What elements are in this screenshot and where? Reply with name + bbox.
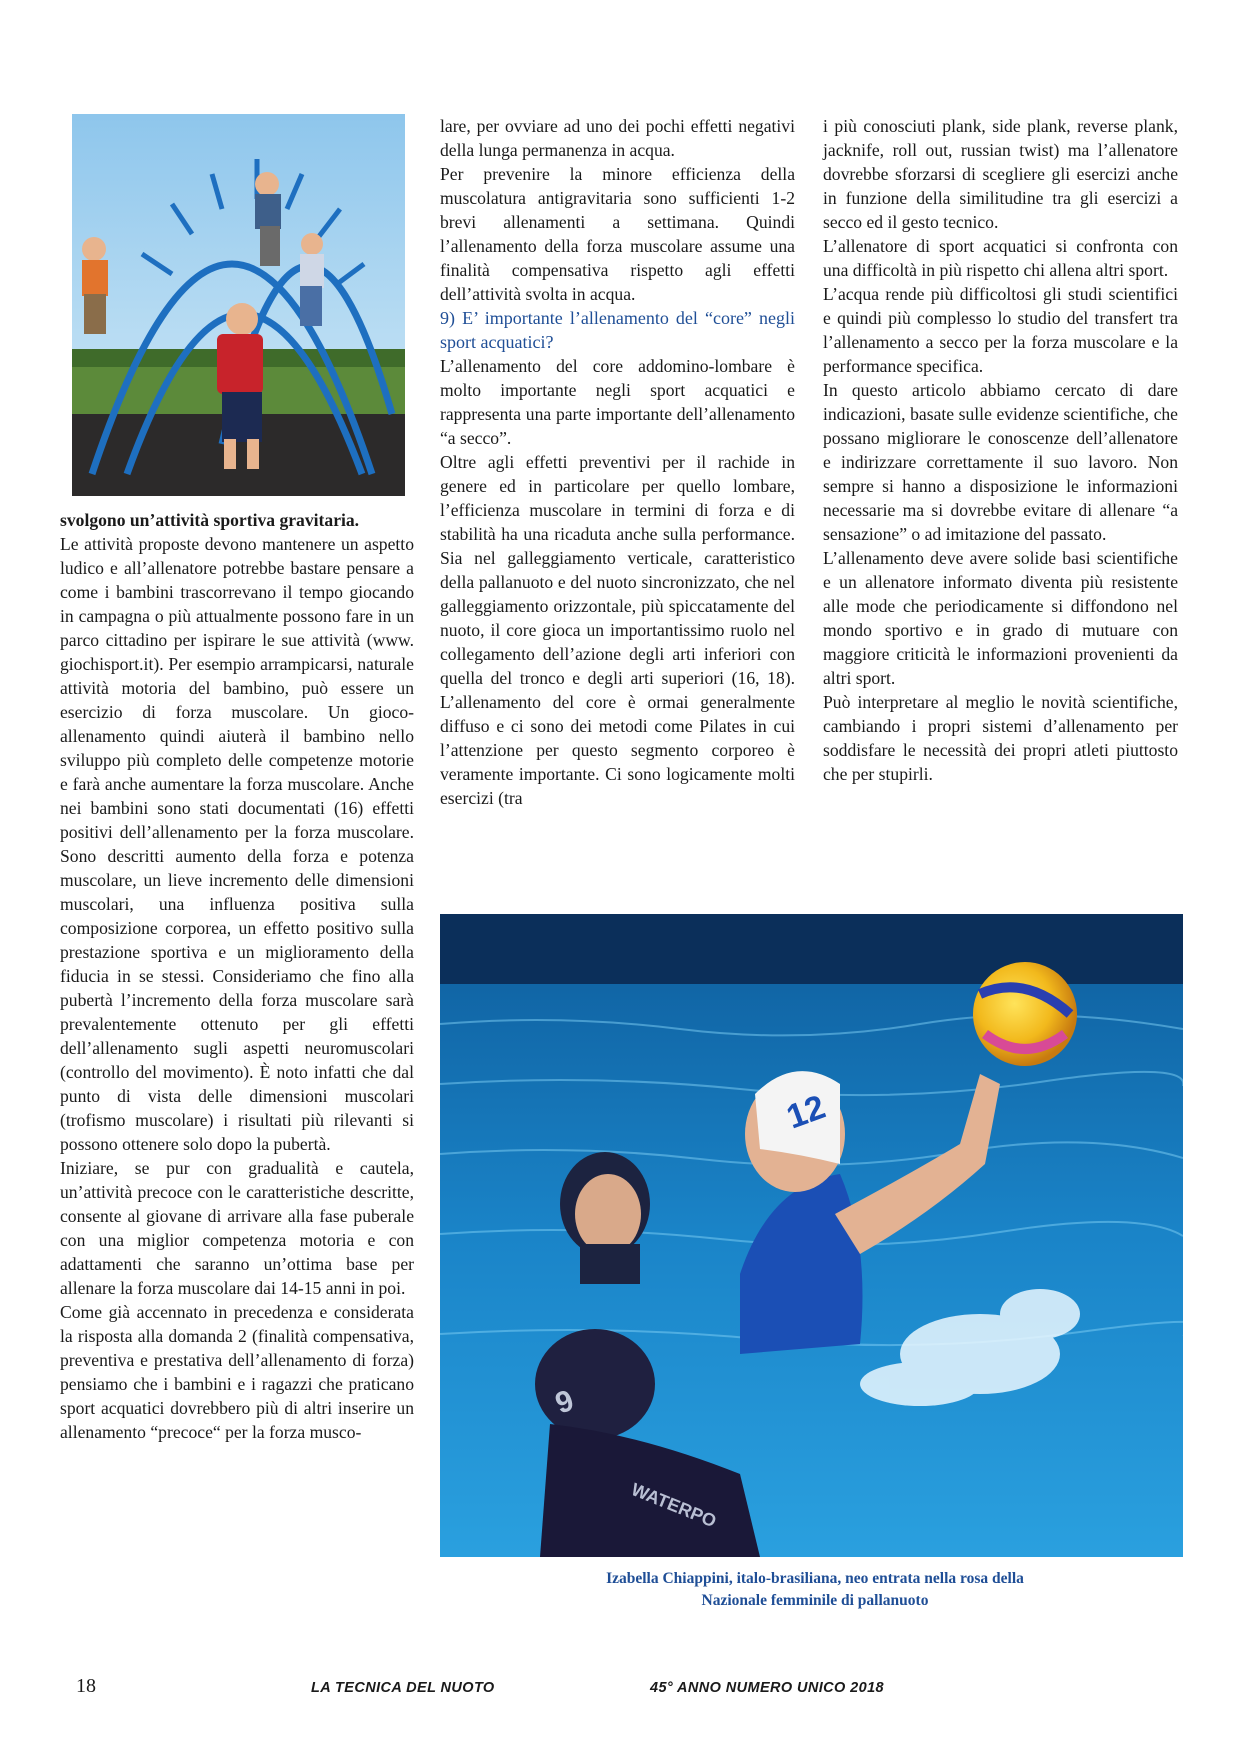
photo-caption <box>470 1568 1160 1612</box>
column-3-paragraph: In questo articolo abbiamo cercato di dare indicazioni, basate sulle evidenze scientifiche, che possano migliorare le conoscenze dell’allenatore e indirizzare correttamente il suo lavoro. Non sempre si hanno a disposizione le informazioni necessarie ma si dovrebbe evitare di allenare “a sensazione” o ad imitazione del passato. <box>823 380 1178 544</box>
children-climbing-illustration <box>72 114 405 496</box>
playground-photo <box>72 114 405 496</box>
column-2 <box>440 114 795 810</box>
waterpolo-scene-illustration <box>440 914 1183 1557</box>
column-3-paragraph: i più conosciuti plank, side plank, reverse plank, jacknife, roll out, russian twist) ma l’allenatore dovrebbe sforzarsi di scegliere gli esercizi anche in funzione della similitudine tra gli esercizi a secco ed il gesto tecnico. <box>823 116 1178 232</box>
page-number: 18 <box>76 1675 96 1697</box>
column-2-paragraph: L’allenamento del core addomino-lombare è molto importante negli sport acquatici e rappresenta una parte importante dell’allenamento “a secco”. <box>440 356 795 448</box>
column-2-paragraph: Oltre agli effetti preventivi per il rachide in genere ed in particolare per quello lombare, l’efficienza muscolare in termini di forza e di stabilità ha una ricaduta anche sulla performance. Sia nel galleggiamento verticale, caratteristico della pallanuoto e del nuoto sincronizzato, che nel galleggiamento orizzontale, più spiccatamente del nuoto, il core gioca un importantissimo ruolo nel collegamento dell’azione degli arti inferiori con quella del tronco e degli arti superiori (16, 18). L’allenamento del core è ormai generalmente diffuso e ci sono dei metodi come Pilates in cui l’attenzione per questo segmento corporeo è veramente importante. Ci sono logicamente molti esercizi (tra <box>440 452 795 808</box>
cap-number-2: 9 <box>551 1383 579 1421</box>
cap-number: 12 <box>781 1087 831 1137</box>
issue-label: 45° ANNO NUMERO UNICO 2018 <box>650 1680 885 1696</box>
column-3-paragraph: L’allenatore di sport acquatici si confronta con una difficoltà in più rispetto chi allena altri sport. <box>823 236 1178 280</box>
caption-line-2: Nazionale femminile di pallanuoto <box>701 1592 929 1609</box>
column-2-paragraph: lare, per ovviare ad uno dei pochi effetti negativi della lunga permanenza in acqua. <box>440 116 795 160</box>
section-heading: 9) E’ importante l’allenamento del “core” negli sport acquatici? <box>440 308 795 352</box>
column-1-paragraph: Le attività proposte devono mantenere un aspetto ludico e all’allenatore potrebbe bastare pensare a come i bambini trascorrevano il tempo giocando in campagna o più attualmente possono fare in un parco cittadino per ispirare le sue attività (www. giochisport.it). Per esempio arrampicarsi, naturale attività motoria del bambino, può essere un esercizio di forza muscolare. Un gioco-allenamento quindi aiuterà il bambino nello sviluppo più completo delle competenze motorie e farà anche aumentare la forza muscolare. Anche nei bambini sono stati documentati (16) effetti positivi dell’allenamento per la forza muscolare. Sono descritti aumento della forza e potenza muscolare, un lieve incremento delle dimensioni muscolari, una influenza positiva sulla composizione corporea, un effetto positivo sulla prestazione sportiva e un miglioramento della fiducia in se stessi. Consideriamo che fino alla pubertà l’incremento della forza muscolare sarà prevalentemente ottenuto per gli effetti dell’allenamento sugli aspetti neuromuscolari (controllo del movimento). È noto infatti che dal punto di vista delle dimensioni muscolari (trofismo muscolare) i risultati più rilevanti si possono ottenere solo dopo la pubertà. <box>60 534 414 1154</box>
waterpolo-photo <box>440 914 1183 1557</box>
caption-line-1: Izabella Chiappini, italo-brasiliana, neo entrata nella rosa della <box>606 1570 1024 1587</box>
column-3-paragraph: Può interpretare al meglio le novità scientifiche, cambiando i propri sistemi d’allenamento per soddisfare le necessità dei propri atleti piuttosto che per stupirli. <box>823 692 1178 784</box>
column-1-paragraph: Iniziare, se pur con gradualità e cautela, un’attività precoce con le caratteristiche descritte, consente al giovane di arrivare alla fase puberale con una miglior competenza motoria e con adattamenti che saranno un’ottima base per allenare la forza muscolare dai 14-15 anni in poi. <box>60 1158 414 1298</box>
column-3 <box>823 114 1178 786</box>
column-1 <box>60 508 414 1444</box>
column-2-paragraph: Per prevenire la minore efficienza della muscolatura antigravitaria sono sufficienti 1-2 brevi allenamenti a settimana. Quindi l’allenamento della forza muscolare assume una finalità compensativa rispetto agli effetti dell’attività svolta in acqua. <box>440 164 795 304</box>
column-1-paragraph: Come già accennato in precedenza e considerata la risposta alla domanda 2 (finalità compensativa, preventiva e prestativa dell’allenamento di forza) pensiamo che i bambini e i ragazzi che praticano sport acquatici dovrebbero più di altri inserire un allenamento “precoce“ per la forza musco- <box>60 1302 414 1442</box>
column-1-lead: svolgono un’attività sportiva gravitaria. <box>60 510 360 530</box>
suit-text: WATERPO <box>628 1479 720 1532</box>
column-3-paragraph: L’allenamento deve avere solide basi scientifiche e un allenatore informato diventa più resistente alle mode che periodicamente si diffondono nel mondo sportivo e in grado di mutuare con maggiore criticità le informazioni provenienti da altri sport. <box>823 548 1178 688</box>
column-3-paragraph: L’acqua rende più difficoltosi gli studi scientifici e quindi più complesso lo studio del transfert tra l’allenamento a secco per la forza muscolare e la performance specifica. <box>823 284 1178 376</box>
magazine-title: LA TECNICA DEL NUOTO <box>311 1680 495 1696</box>
